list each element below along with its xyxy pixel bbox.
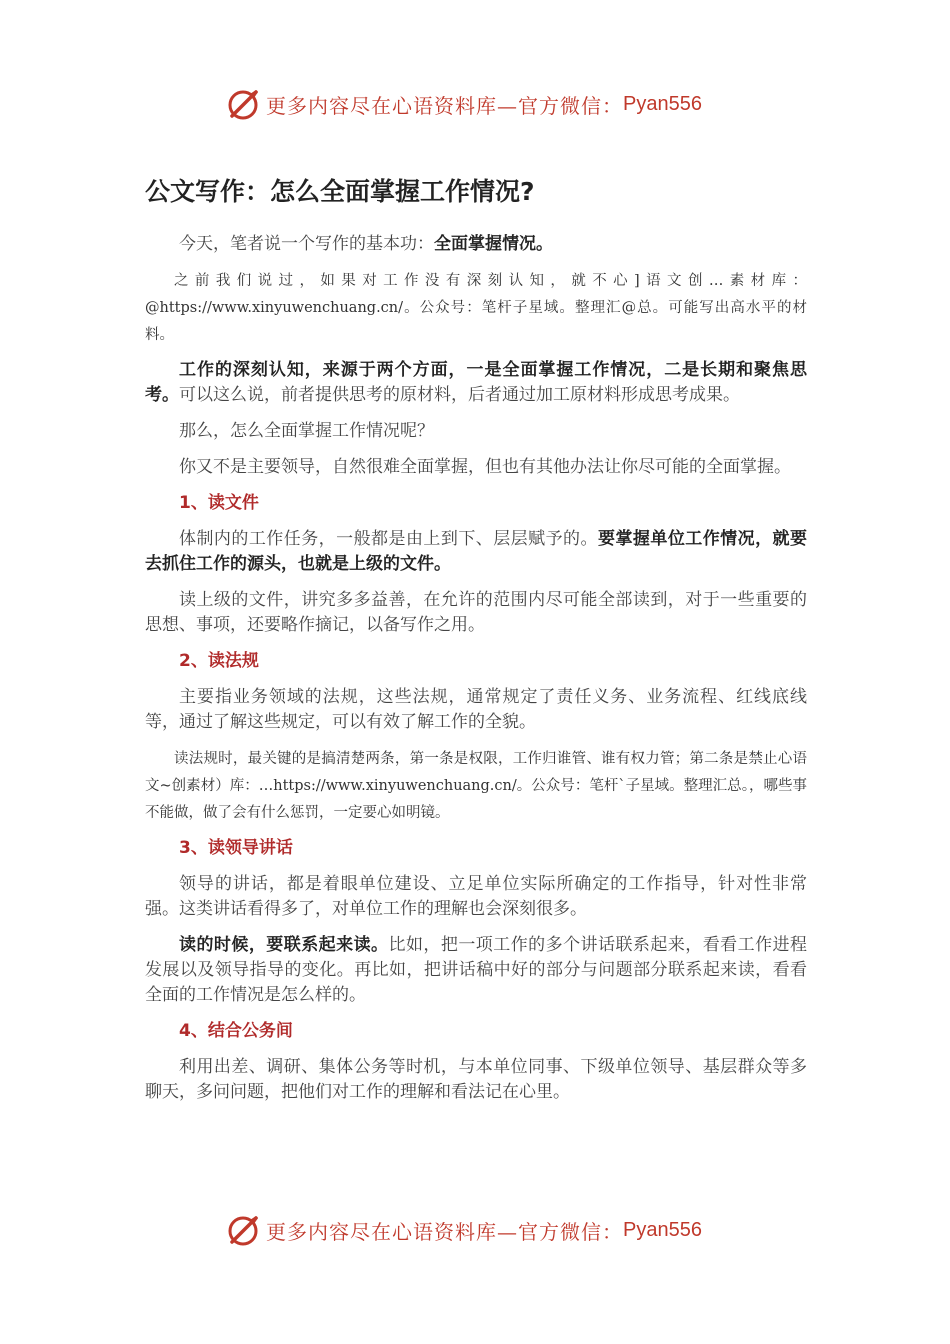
section-heading-3: 3、读领导讲话: [179, 838, 293, 858]
source-text: 可以这么说，前者提供思考的原材料，后者通过加工原材料形成思考成果。: [179, 385, 740, 405]
header-banner: [226, 84, 702, 124]
source-bold: 工作的深刻认知，来源于两个方面，一是全面掌握工作情况，二是长期和聚焦思考。: [145, 360, 807, 405]
paragraph-docs-1: [145, 527, 807, 577]
paragraph-speech-2: [145, 933, 807, 1008]
intro-bold: 全面掌握情况。: [434, 234, 553, 254]
banner-handle: Pyan556: [623, 1218, 702, 1241]
intro-text: 今天，笔者说一个写作的基本功：: [179, 234, 434, 254]
paragraph-law-1: 主要指业务领域的法规，这些法规，通常规定了责任义务、业务流程、红线底线等，通过了解这些规定，可以有效了解工作的全貌。: [145, 687, 807, 732]
paragraph-speech-1: 领导的讲话，都是着眼单位建设、立足单位实际所确定的工作指导，针对性非常强。这类讲话看得多了，对单位工作的理解也会深刻很多。: [145, 874, 807, 919]
page-title: 公文写作：怎么全面掌握工作情况?: [145, 177, 535, 206]
footer-banner: [226, 1210, 702, 1250]
section-heading-4: 4、结合公务间: [179, 1021, 293, 1041]
section-heading-2: 2、读法规: [179, 651, 259, 671]
pen-circle-icon: [226, 86, 262, 122]
banner-text: 更多内容尽在心语资料库—官方微信：: [266, 93, 623, 118]
paragraph-watermark-1: 之前我们说过，如果对工作没有深刻认知，就不心]语文创…素材库：@https://www.xinyuwenchuang.cn/。公众号：笔杆子星域。整理汇@总。可能写出高水平的材料。: [145, 273, 807, 343]
pen-circle-icon: [226, 1212, 262, 1248]
article: [145, 172, 807, 1116]
paragraph-intro: [145, 232, 807, 257]
paragraph-question: 那么，怎么全面掌握工作情况呢？: [179, 421, 434, 441]
paragraph-docs-2: 读上级的文件，讲究多多益善，在允许的范围内尽可能全部读到，对于一些重要的思想、事项，还要略作摘记，以备写作之用。: [145, 590, 807, 635]
speech-text: 比如，把一项工作的多个讲话联系起来，看看工作进程发展以及领导指导的变化。再比如，把讲话稿中好的部分与问题部分联系起来读，看看全面的工作情况是怎么样的。: [145, 935, 808, 1005]
paragraph-visit: 利用出差、调研、集体公务等时机，与本单位同事、下级单位领导、基层群众等多聊天，多问问题，把他们对工作的理解和看法记在心里。: [145, 1057, 807, 1102]
docs-bold: 要掌握单位工作情况，就要去抓住工作的源头，也就是上级的文件。: [145, 529, 808, 574]
banner-handle: Pyan556: [623, 92, 702, 115]
paragraph-leader: 你又不是主要领导，自然很难全面掌握，但也有其他办法让你尽可能的全面掌握。: [179, 457, 791, 477]
speech-bold: 读的时候，要联系起来读。: [179, 935, 389, 955]
paragraph-source: [145, 358, 807, 408]
docs-text: 体制内的工作任务，一般都是由上到下、层层赋予的。: [179, 529, 598, 549]
banner-text: 更多内容尽在心语资料库—官方微信：: [266, 1219, 623, 1244]
section-heading-1: 1、读文件: [179, 493, 259, 513]
paragraph-watermark-2: 读法规时，最关键的是搞清楚两条，第一条是权限，工作归谁管、谁有权力管；第二条是禁止心语文~创素材）库：…https://www.xinyuwenchuang.cn/。公众号：笔杆`子星域。整理汇总。，哪些事不能做，做了会有什么惩罚，一定要心如明镜。: [145, 751, 807, 821]
